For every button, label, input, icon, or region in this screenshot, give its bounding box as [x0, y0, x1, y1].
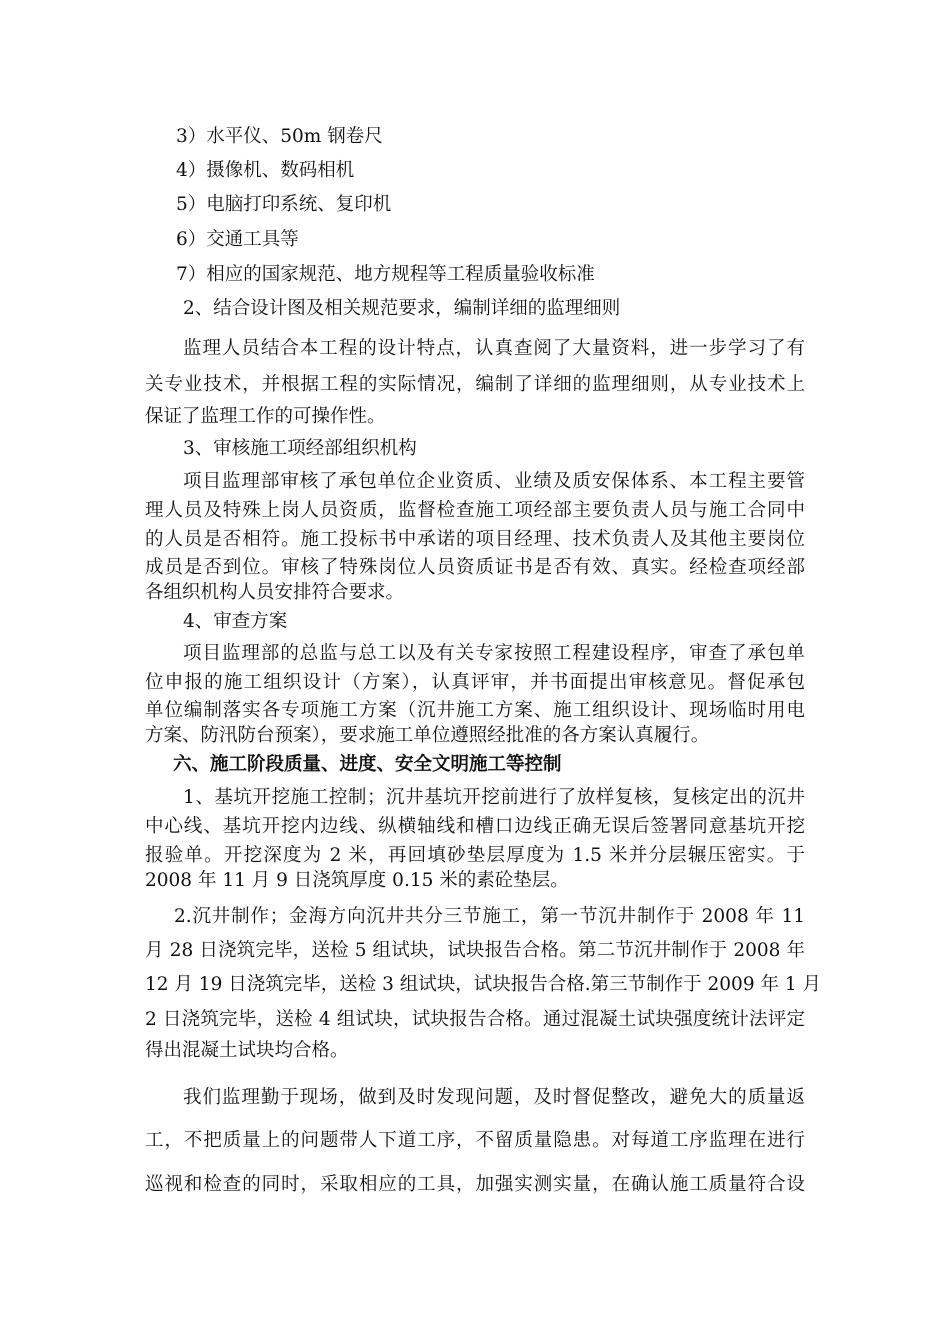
- section-heading: 2、结合设计图及相关规范要求，编制详细的监理细则: [183, 298, 621, 319]
- list-item: 6）交通工具等: [176, 229, 299, 250]
- paragraph-line: 项目监理部的总监与总工以及有关专家按照工程建设程序，审查了承包单: [183, 643, 805, 664]
- paragraph-line: 中心线、基坑开挖内边线、纵横轴线和槽口边线正确无误后签署同意基坑开挖: [145, 816, 805, 837]
- paragraph-line: 单位编制落实各专项施工方案（沉井施工方案、施工组织设计、现场临时用电: [145, 700, 805, 721]
- paragraph-line: 保证了监理工作的可操作性。: [145, 406, 386, 427]
- paragraph-line: 项目监理部审核了承包单位企业资质、业绩及质安保体系、本工程主要管: [183, 471, 805, 492]
- paragraph-line: 关专业技术，并根据工程的实际情况，编制了详细的监理细则，从专业技术上: [145, 374, 805, 395]
- paragraph-line: 12 月 19 日浇筑完毕，送检 3 组试块，试块报告合格.第三节制作于 2009 年 1 月: [145, 974, 822, 995]
- section-heading: 4、审查方案: [183, 611, 288, 632]
- list-item: 4）摄像机、数码相机: [176, 160, 355, 181]
- paragraph-line: 2.沉井制作；金海方向沉井共分三节施工，第一节沉井制作于 2008 年 11: [174, 906, 805, 927]
- paragraph-line: 报验单。开挖深度为 2 米，再回填砂垫层厚度为 1.5 米并分层辗压密实。于: [145, 845, 805, 866]
- paragraph-line: 得出混凝土试块均合格。: [145, 1040, 349, 1061]
- paragraph-line: 我们监理勤于现场，做到及时发现问题，及时督促整改，避免大的质量返: [183, 1087, 805, 1108]
- paragraph-line: 月 28 日浇筑完毕，送检 5 组试块，试块报告合格。第二节沉井制作于 2008 年: [145, 940, 805, 961]
- paragraph-line: 位申报的施工组织设计（方案），认真评审，并书面提出审核意见。督促承包: [145, 672, 805, 693]
- paragraph-line: 成员是否到位。审核了特殊岗位人员资质证书是否有效、真实。经检查项经部: [145, 557, 805, 578]
- list-item: 3）水平仪、50m 钢卷尺: [176, 126, 383, 147]
- paragraph-line: 理人员及特殊上岗人员资质，监督检查施工项经部主要负责人员与施工合同中: [145, 500, 805, 521]
- list-item: 7）相应的国家规范、地方规程等工程质量验收标准: [176, 264, 595, 285]
- paragraph-line: 各组织机构人员安排符合要求。: [145, 582, 405, 603]
- list-item: 5）电脑打印系统、复印机: [176, 194, 392, 215]
- section-heading: 3、审核施工项经部组织机构: [183, 438, 417, 459]
- chapter-heading: 六、施工阶段质量、进度、安全文明施工等控制: [173, 754, 562, 775]
- paragraph-line: 的人员是否相符。施工投标书中承诺的项目经理、技术负责人及其他主要岗位: [145, 529, 805, 550]
- paragraph-line: 2008 年 11 月 9 日浇筑厚度 0.15 米的素砼垫层。: [145, 870, 569, 891]
- paragraph-line: 1、基坑开挖施工控制；沉井基坑开挖前进行了放样复核，复核定出的沉井: [183, 787, 805, 808]
- paragraph-line: 监理人员结合本工程的设计特点，认真查阅了大量资料，进一步学习了有: [183, 338, 805, 359]
- paragraph-line: 2 日浇筑完毕，送检 4 组试块，试块报告合格。通过混凝土试块强度统计法评定: [145, 1009, 805, 1030]
- paragraph-line: 工，不把质量上的问题带人下道工序，不留质量隐患。对每道工序监理在进行: [145, 1130, 805, 1151]
- paragraph-line: 巡视和检查的同时，采取相应的工具，加强实测实量，在确认施工质量符合设: [145, 1174, 805, 1195]
- paragraph-line: 方案、防汛防台预案），要求施工单位遵照经批准的各方案认真履行。: [145, 725, 710, 746]
